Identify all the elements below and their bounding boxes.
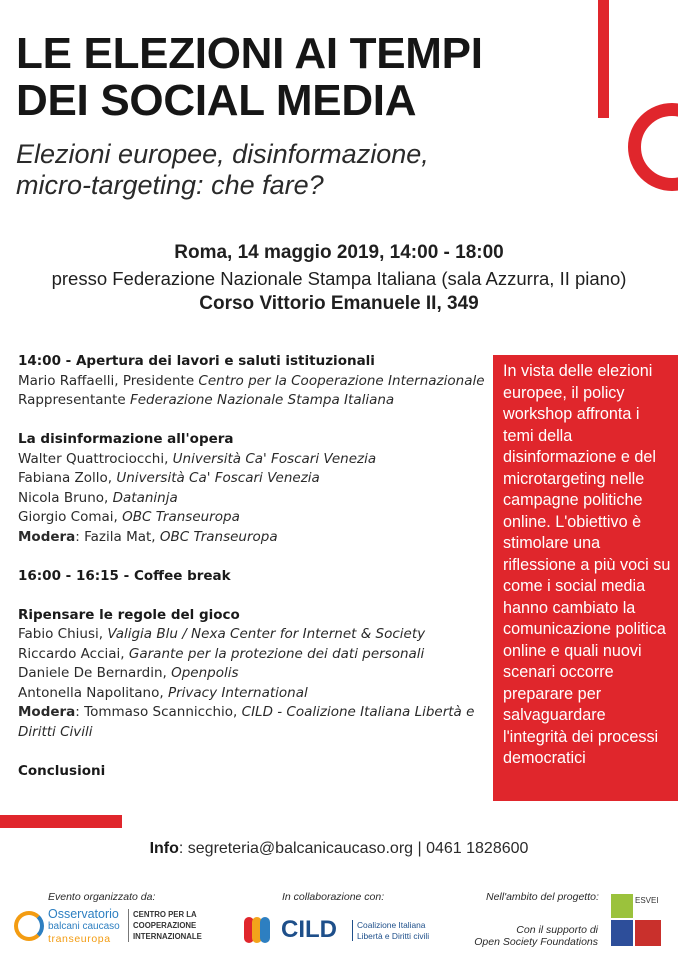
- decorative-red-bar-bottom: [0, 815, 122, 828]
- description-box: [493, 355, 678, 801]
- collaboration-label: In collaborazione con:: [282, 891, 385, 903]
- speaker: [18, 684, 488, 704]
- moderator-organization: OBC Transeuropa: [159, 528, 278, 545]
- contact-info-label: Info: [149, 840, 179, 857]
- moderator-label: Modera: [18, 704, 76, 720]
- speaker-name: Fabiana Zollo,: [18, 470, 117, 486]
- event-address: Corso Vittorio Emanuele II, 349: [199, 293, 479, 314]
- moderator-organization: CILD - Coalizione Italiana Libertà e Diritti Civili: [18, 704, 475, 740]
- speaker: [18, 508, 488, 528]
- cild-logo-subtitle-line: Libertà e Diritti civili: [357, 930, 430, 941]
- speaker-organization: Garante per la protezione dei dati personali: [128, 645, 425, 662]
- program-section-opening: [18, 352, 488, 411]
- esvei-logo-word: ESVEI: [635, 896, 659, 905]
- speaker-organization: Valigia Blu / Nexa Center for Internet & Society: [107, 626, 426, 642]
- event-title: [16, 30, 483, 124]
- program: [18, 352, 488, 801]
- obc-logo-text: Osservatorio: [48, 907, 119, 921]
- support-text: [474, 924, 598, 948]
- decorative-red-ring: [628, 103, 678, 191]
- speaker: [18, 469, 488, 489]
- speaker-name: Nicola Bruno,: [18, 489, 113, 506]
- event-subtitle-line: Elezioni europee, disinformazione,: [16, 139, 429, 169]
- speaker-name: Fabio Chiusi,: [18, 626, 108, 642]
- esvei-logo-mark: [635, 920, 661, 946]
- speaker: [18, 372, 488, 392]
- esvei-logo: [611, 894, 663, 946]
- event-title-line: LE ELEZIONI AI TEMPI: [16, 29, 483, 78]
- speaker-organization: Dataninja: [112, 489, 178, 506]
- speaker: [18, 391, 488, 411]
- speaker-organization: Centro per la Cooperazione Internazionale: [198, 372, 485, 389]
- contact-info-text: : segreteria@balcanicaucaso.org | 0461 1828600: [178, 840, 529, 857]
- speaker-organization: OBC Transeuropa: [122, 509, 240, 525]
- section-heading: Conclusioni: [18, 762, 106, 779]
- speaker-name: Antonella Napolitano,: [18, 684, 168, 701]
- esvei-logo-mark: [611, 894, 633, 918]
- speaker-name: Daniele De Bernardin,: [18, 665, 172, 681]
- speaker: [18, 489, 488, 509]
- event-title-line: DEI SOCIAL MEDIA: [16, 76, 417, 125]
- ccoop-logo-text: INTERNAZIONALE: [133, 932, 202, 941]
- obc-logo-text: transeuropa: [48, 933, 111, 945]
- speaker-name: Giorgio Comai,: [18, 509, 123, 525]
- obc-logo-mark: [14, 911, 44, 941]
- obc-logo-text: balcani caucaso: [48, 921, 120, 932]
- moderator: [18, 528, 488, 548]
- description-text: In vista delle elezioni europee, il policy workshop affronta i temi della disinformazione e del microtargeting nelle campagne politiche online. L'obiettivo è stimolare una riflessione a più voci su come i social media hanno cambiato la comunicazione politica online e quali nuovi scenari occorre preparare per salvaguardare l'integrità dei processi democratici: [503, 362, 671, 767]
- section-heading: 16:00 - 16:15 - Coffee break: [18, 567, 231, 584]
- cild-logo-subtitle: [352, 920, 429, 941]
- speaker-name: Riccardo Acciai,: [18, 645, 129, 662]
- ccoop-logo: [128, 909, 202, 942]
- cild-logo-subtitle-line: Coalizione Italiana: [357, 920, 426, 930]
- section-heading: Ripensare le regole del gioco: [18, 606, 240, 623]
- event-subtitle: [16, 139, 429, 201]
- event-place: presso Federazione Nazionale Stampa Italiana (sala Azzurra, II piano): [51, 268, 627, 289]
- section-heading: La disinformazione all'opera: [18, 431, 234, 447]
- program-section-rules: [18, 606, 488, 743]
- moderator-name: : Fazila Mat,: [75, 528, 160, 545]
- speaker: [18, 450, 488, 470]
- program-section-disinformation: [18, 430, 488, 547]
- contact-info: [0, 840, 678, 858]
- program-section-conclusions: [18, 762, 488, 782]
- esvei-logo-mark: [611, 920, 633, 946]
- speaker-organization: Openpolis: [171, 665, 239, 681]
- section-heading: 14:00 - Apertura dei lavori e saluti istituzionali: [18, 353, 375, 369]
- speaker-name: Mario Raffaelli, Presidente: [18, 372, 199, 389]
- decorative-red-bar: [598, 0, 609, 118]
- ccoop-logo-text: COOPERAZIONE: [133, 921, 197, 930]
- moderator: [18, 703, 488, 742]
- support-line: Open Society Foundations: [474, 936, 598, 948]
- event-subtitle-line: micro-targeting: che fare?: [16, 170, 324, 200]
- speaker-organization: Università Ca' Foscari Venezia: [116, 470, 320, 486]
- speaker-organization: Università Ca' Foscari Venezia: [172, 450, 377, 467]
- cild-logo-mark: [244, 917, 276, 943]
- support-line: Con il supporto di: [516, 924, 598, 936]
- program-section-break: [18, 567, 488, 587]
- moderator-label: Modera: [18, 528, 76, 545]
- speaker: [18, 664, 488, 684]
- speaker-organization: Privacy International: [167, 684, 308, 701]
- project-label: Nell'ambito del progetto:: [486, 891, 599, 903]
- cild-logo-word: CILD: [281, 916, 337, 943]
- speaker-name: Walter Quattrociocchi,: [18, 450, 173, 467]
- ccoop-logo-text: CENTRO PER LA: [133, 910, 197, 919]
- speaker: [18, 645, 488, 665]
- speaker-name: Rappresentante: [18, 392, 130, 408]
- speaker: [18, 625, 488, 645]
- event-date: Roma, 14 maggio 2019, 14:00 - 18:00: [174, 242, 504, 263]
- organized-by-label: Evento organizzato da:: [48, 891, 156, 903]
- speaker-organization: Federazione Nazionale Stampa Italiana: [129, 392, 395, 408]
- moderator-name: : Tommaso Scannicchio,: [75, 704, 242, 720]
